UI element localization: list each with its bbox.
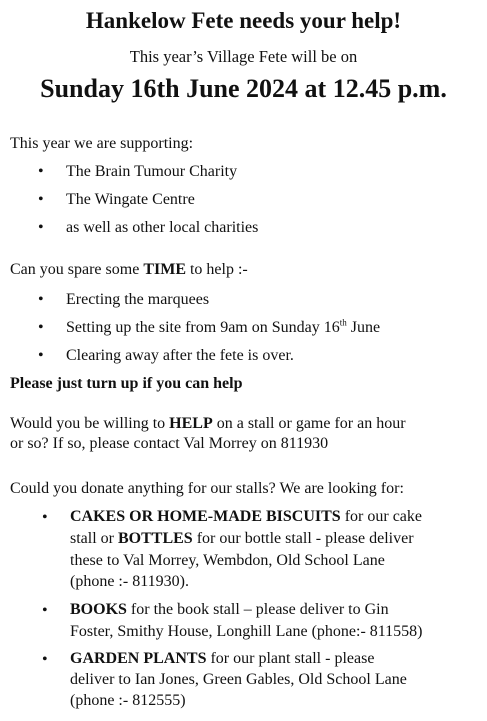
supporting-item: The Wingate Centre — [66, 191, 195, 208]
plants-line-2: deliver to Ian Jones, Green Gables, Old School Lane — [70, 671, 407, 688]
help-line-1: Would you be willing to HELP on a stall or game for an hour — [10, 415, 406, 432]
supporting-intro: This year we are supporting: — [10, 135, 194, 152]
books-line-2: Foster, Smithy House, Longhill Lane (phone:- 811558) — [70, 623, 423, 640]
cakes-line-4: (phone :- 811930). — [70, 573, 189, 590]
help-line-2: or so? If so, please contact Val Morrey on 811930 — [10, 435, 329, 452]
cakes-line-3: these to Val Morrey, Wembdon, Old School Lane — [70, 552, 385, 569]
donate-intro: Could you donate anything for our stalls? We are looking for: — [10, 480, 404, 497]
bullet-icon: • — [38, 191, 44, 208]
plants-line-1: GARDEN PLANTS for our plant stall - please — [70, 650, 375, 667]
bullet-icon: • — [38, 347, 44, 364]
page-title: Hankelow Fete needs your help! — [85, 8, 402, 33]
turn-up-note: Please just turn up if you can help — [10, 375, 243, 392]
time-item: Erecting the marquees — [66, 291, 210, 308]
bullet-icon: • — [38, 219, 44, 236]
time-intro: Can you spare some TIME to help :- — [10, 261, 248, 278]
supporting-item: The Brain Tumour Charity — [66, 163, 238, 180]
bullet-icon: • — [38, 319, 44, 336]
fete-subtitle: This year’s Village Fete will be on — [129, 47, 358, 66]
bullet-icon: • — [42, 602, 48, 619]
bullet-icon: • — [42, 509, 48, 526]
bullet-icon: • — [42, 651, 48, 668]
bullet-icon: • — [38, 291, 44, 308]
supporting-item: as well as other local charities — [66, 219, 259, 236]
books-line-1: BOOKS for the book stall – please deliver to Gin — [70, 601, 389, 618]
time-item: Clearing away after the fete is over. — [66, 347, 294, 364]
plants-line-3: (phone :- 812555) — [70, 692, 186, 709]
time-item: Setting up the site from 9am on Sunday 16th June — [66, 317, 381, 336]
cakes-line-2: stall or BOTTLES for our bottle stall - please deliver — [70, 530, 414, 547]
bullet-icon: • — [38, 163, 44, 180]
fete-date: Sunday 16th June 2024 at 12.45 p.m. — [40, 74, 447, 103]
cakes-line-1: CAKES OR HOME-MADE BISCUITS for our cake — [70, 508, 422, 525]
